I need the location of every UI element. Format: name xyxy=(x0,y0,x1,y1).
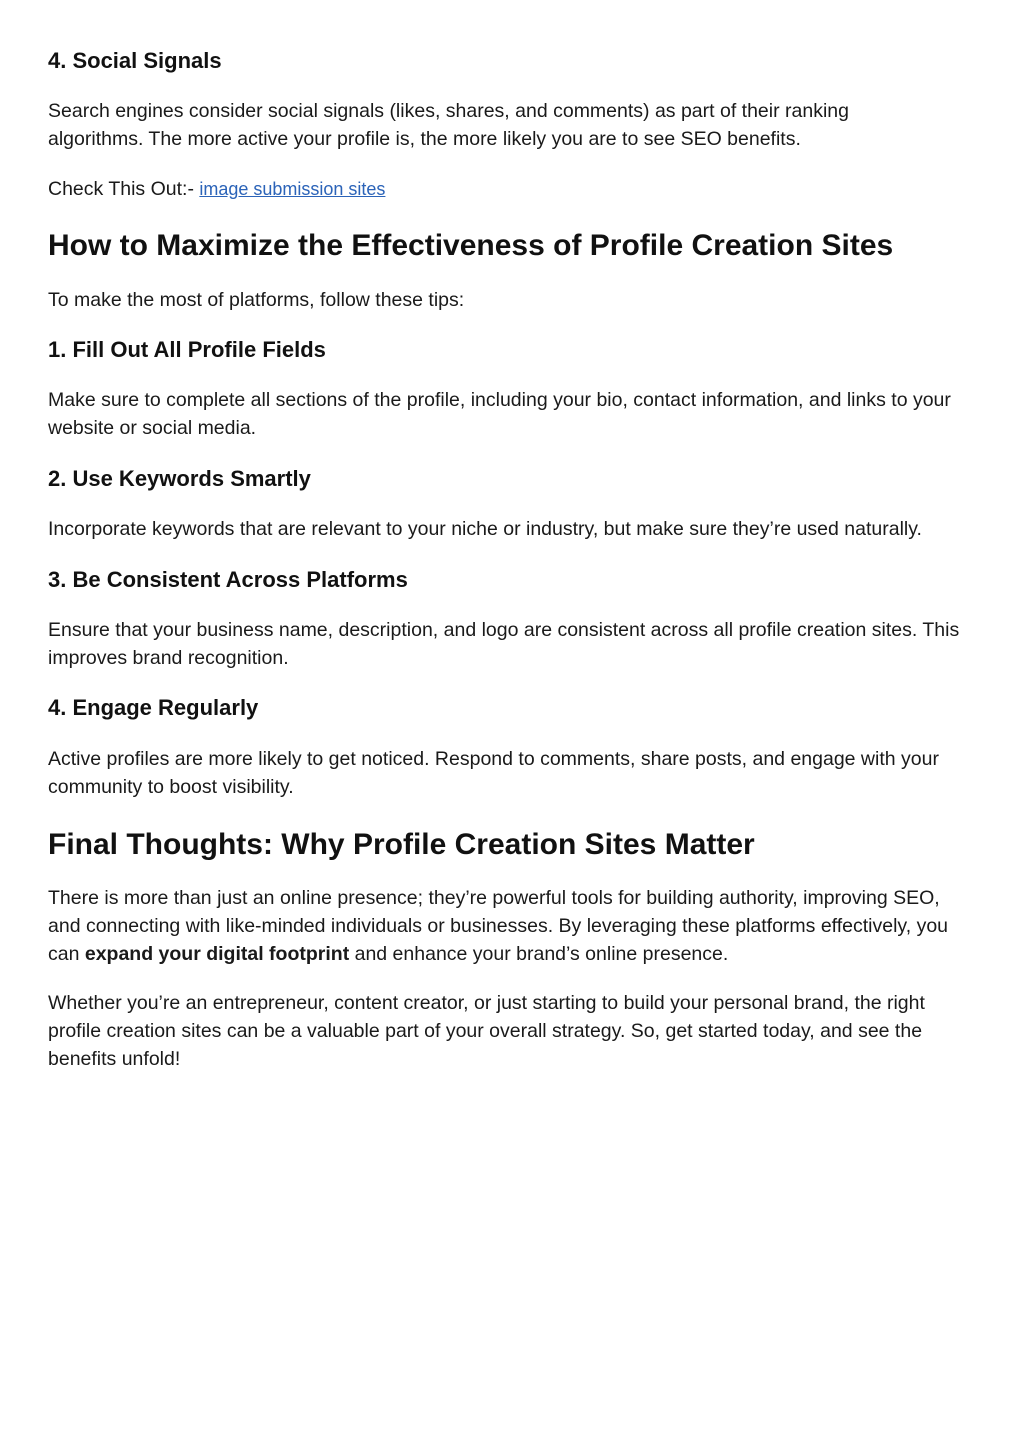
image-submission-sites-link[interactable]: image submission sites xyxy=(199,179,386,199)
tip-body-1: Make sure to complete all sections of the profile, including your bio, contact information, and links to your website or social media. xyxy=(48,389,951,439)
paragraph-social-signals: Search engines consider social signals (likes, shares, and comments) as part of their ranking algorithms. The more active your profile is, the more likely you are to see SEO benefits. xyxy=(48,100,849,150)
final-para1-text-before: There is more than just an online presence; they’re powerful tools for building authority, improving SEO, and connecting with like-minded individuals or businesses. By leveraging these platforms effectively, you can xyxy=(48,887,949,965)
section-heading-social-signals: 4. Social Signals xyxy=(48,48,222,73)
tip-heading-3: 3. Be Consistent Across Platforms xyxy=(48,567,408,592)
paragraph-maximize-intro: To make the most of platforms, follow these tips: xyxy=(48,289,465,311)
final-para1-bold-phrase: expand your digital footprint xyxy=(84,943,350,965)
tip-body-3: Ensure that your business name, description, and logo are consistent across all profile creation sites. This improves brand recognition. xyxy=(48,619,960,669)
heading-maximize: How to Maximize the Effectiveness of Profile Creation Sites xyxy=(48,229,894,262)
tip-heading-4: 4. Engage Regularly xyxy=(48,695,259,720)
check-this-out-line xyxy=(48,175,984,203)
check-this-out-prefix: Check This Out:- xyxy=(48,178,200,200)
tip-heading-1: 1. Fill Out All Profile Fields xyxy=(48,337,326,362)
tip-heading-2: 2. Use Keywords Smartly xyxy=(48,466,311,491)
final-para1-text-after: and enhance your brand’s online presence. xyxy=(349,943,729,965)
tip-body-4: Active profiles are more likely to get noticed. Respond to comments, share posts, and engage with your community to boost visibility. xyxy=(48,748,939,798)
heading-final-thoughts: Final Thoughts: Why Profile Creation Sites Matter xyxy=(48,828,755,861)
tip-body-2: Incorporate keywords that are relevant to your niche or industry, but make sure they’re used naturally. xyxy=(48,518,922,540)
paragraph-final-2: Whether you’re an entrepreneur, content creator, or just starting to build your personal brand, the right profile creation sites can be a valuable part of your overall strategy. So, get started today, and see the benefits unfold! xyxy=(48,992,925,1070)
paragraph-final-1 xyxy=(48,884,954,968)
